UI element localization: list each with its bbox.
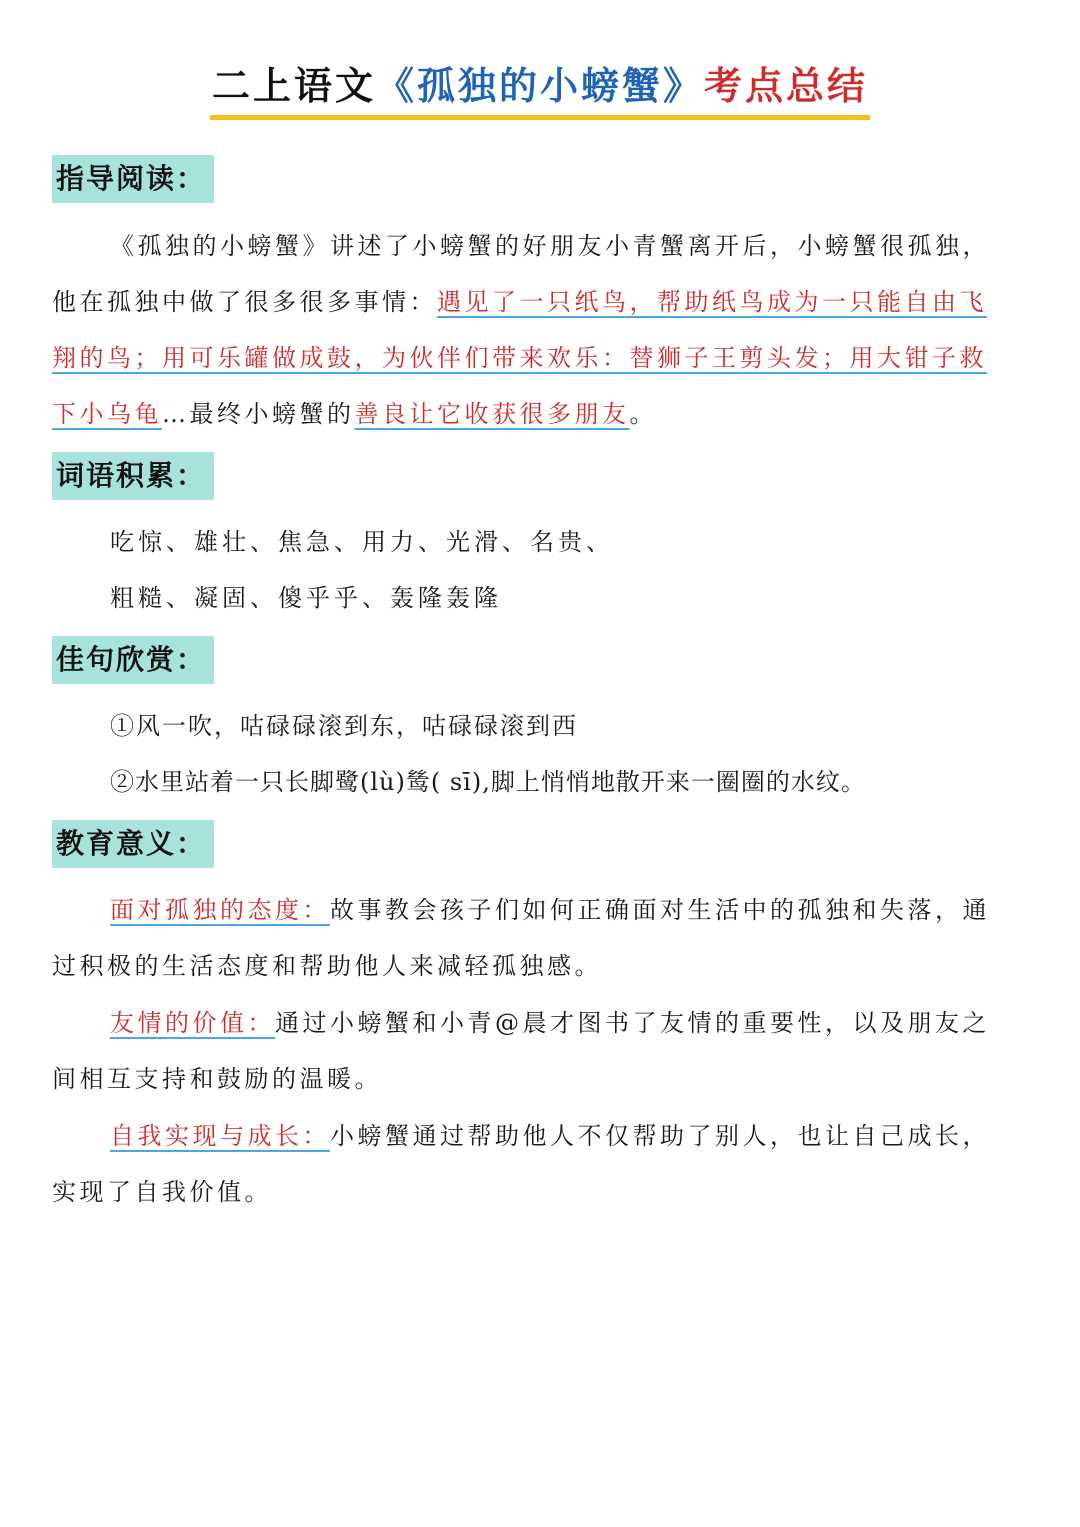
section-header-vocab: 词语积累：	[52, 452, 214, 500]
page-title	[0, 58, 1080, 116]
meaning-label-growth: 自我实现与成长：	[110, 1122, 330, 1150]
reading-line-4-plain-b: 。	[629, 400, 657, 428]
meaning-para-1-line-1	[110, 890, 1032, 930]
reading-line-4-highlight-b: 善良让它收获很多朋友	[354, 400, 630, 428]
section-header-reading: 指导阅读：	[52, 155, 214, 203]
reading-line-4-plain-a: …最终小螃蟹的	[162, 400, 355, 428]
meaning-label-attitude: 面对孤独的态度：	[110, 896, 330, 924]
meaning-para-3-line-1	[110, 1116, 1032, 1156]
title-summary: 考点总结	[704, 64, 869, 108]
reading-line-4	[52, 394, 1032, 434]
meaning-label-friendship: 友情的价值：	[110, 1009, 275, 1037]
reading-line-3: 翔的鸟；用可乐罐做成鼓，为伙伴们带来欢乐：替狮子王剪头发；用大钳子救	[52, 344, 987, 372]
reading-line-2-highlight: 遇见了一只纸鸟，帮助纸鸟成为一只能自由飞	[437, 288, 987, 316]
section-header-meaning: 教育意义：	[52, 820, 214, 868]
meaning-para-2-line-1	[110, 1003, 1032, 1043]
meaning-text-friendship: 通过小螃蟹和小青@晨才图书了友情的重要性，以及朋友之	[275, 1009, 990, 1037]
title-lesson: 《孤独的小螃蟹》	[375, 64, 704, 108]
reading-line-1: 《孤独的小螃蟹》讲述了小螃蟹的好朋友小青蟹离开后，小螃蟹很孤独，	[110, 232, 990, 260]
vocab-line-2: 粗糙、凝固、傻乎乎、轰隆轰隆	[110, 584, 502, 612]
title-grade: 二上语文	[211, 64, 376, 108]
title-underline	[210, 115, 870, 120]
meaning-text-attitude: 故事教会孩子们如何正确面对生活中的孤独和失落，通	[330, 896, 990, 924]
meaning-para-2-line-2: 间相互支持和鼓励的温暖。	[52, 1065, 382, 1093]
reading-line-4-highlight-a: 下小乌龟	[52, 400, 162, 428]
reading-line-2-plain: 他在孤独中做了很多很多事情：	[52, 288, 437, 316]
meaning-para-1-line-2: 过积极的生活态度和帮助他人来减轻孤独感。	[52, 952, 602, 980]
reading-line-2	[52, 282, 1032, 322]
meaning-text-growth: 小螃蟹通过帮助他人不仅帮助了别人，也让自己成长，	[330, 1122, 990, 1150]
sentence-2: ②水里站着一只长脚鹭(lù)鸶( sī),脚上悄悄地散开来一圈圈的水纹。	[110, 768, 866, 796]
meaning-para-3-line-2: 实现了自我价值。	[52, 1178, 272, 1206]
section-header-sentences: 佳句欣赏：	[52, 636, 214, 684]
title-text	[212, 58, 868, 116]
vocab-line-1: 吃惊、雄壮、焦急、用力、光滑、名贵、	[110, 528, 614, 556]
sentence-1: ①风一吹，咕碌碌滚到东，咕碌碌滚到西	[110, 712, 578, 740]
